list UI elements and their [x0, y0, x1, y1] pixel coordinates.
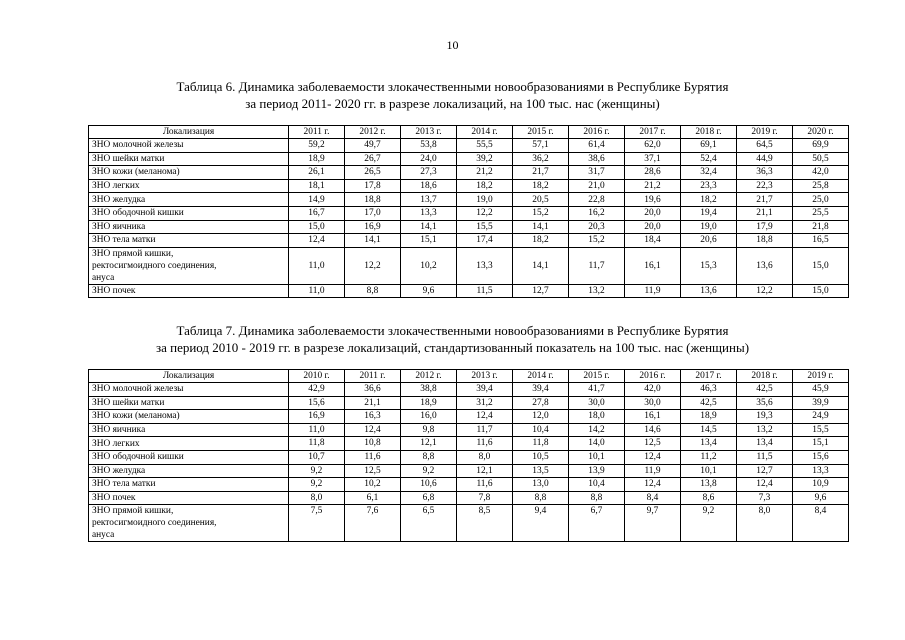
value-cell: 24,0 [401, 152, 457, 166]
value-cell: 16,0 [401, 410, 457, 424]
value-cell: 11,8 [513, 437, 569, 451]
value-cell: 30,0 [569, 396, 625, 410]
location-text: ЗНО молочной железы [92, 140, 184, 151]
value-cell: 11,7 [457, 423, 513, 437]
location-cell [89, 220, 289, 234]
value-cell: 15,0 [793, 284, 849, 298]
value-cell: 39,4 [513, 383, 569, 397]
value-cell: 19,6 [625, 193, 681, 207]
location-cell [89, 247, 289, 284]
location-cell [89, 450, 289, 464]
value-cell: 59,2 [289, 139, 345, 153]
location-text: ЗНО желудка [92, 194, 146, 205]
value-cell: 16,5 [793, 234, 849, 248]
value-cell: 13,5 [513, 464, 569, 478]
location-text: ЗНО кожи (меланома) [92, 411, 180, 422]
location-cell [89, 383, 289, 397]
value-cell: 42,5 [681, 396, 737, 410]
value-cell: 13,7 [401, 193, 457, 207]
value-cell: 61,4 [569, 139, 625, 153]
value-cell: 10,7 [289, 450, 345, 464]
location-cell [89, 179, 289, 193]
location-text: ануса [92, 530, 115, 541]
value-cell: 13,6 [737, 247, 793, 284]
value-cell: 11,9 [625, 284, 681, 298]
value-cell: 11,9 [625, 464, 681, 478]
table-row [89, 383, 849, 397]
page-number: 10 [446, 38, 459, 52]
value-cell: 9,4 [513, 505, 569, 542]
value-cell: 15,1 [401, 234, 457, 248]
value-cell: 12,1 [457, 464, 513, 478]
column-header-year: 2018 г. [681, 126, 737, 139]
location-text: ЗНО почек [92, 286, 136, 297]
value-cell: 10,2 [401, 247, 457, 284]
table7 [88, 369, 849, 542]
value-cell: 12,5 [345, 464, 401, 478]
value-cell: 28,6 [625, 166, 681, 180]
location-text: ректосигмоидного соединения, [92, 260, 217, 271]
value-cell: 62,0 [625, 139, 681, 153]
value-cell: 21,1 [737, 206, 793, 220]
value-cell: 53,8 [401, 139, 457, 153]
table-row [89, 234, 849, 248]
value-cell: 14,1 [513, 247, 569, 284]
location-text: ЗНО яичника [92, 425, 146, 436]
value-cell: 12,4 [345, 423, 401, 437]
value-cell: 26,1 [289, 166, 345, 180]
value-cell: 15,1 [793, 437, 849, 451]
value-cell: 12,5 [625, 437, 681, 451]
value-cell: 17,8 [345, 179, 401, 193]
value-cell: 13,2 [737, 423, 793, 437]
value-cell: 44,9 [737, 152, 793, 166]
location-cell [89, 139, 289, 153]
value-cell: 18,0 [569, 410, 625, 424]
value-cell: 36,6 [345, 383, 401, 397]
value-cell: 9,2 [401, 464, 457, 478]
value-cell: 18,9 [289, 152, 345, 166]
column-header-year: 2019 г. [793, 370, 849, 383]
value-cell: 10,9 [793, 478, 849, 492]
value-cell: 13,4 [681, 437, 737, 451]
value-cell: 9,2 [289, 464, 345, 478]
table-row [89, 478, 849, 492]
value-cell: 49,7 [345, 139, 401, 153]
value-cell: 8,5 [457, 505, 513, 542]
value-cell: 19,0 [457, 193, 513, 207]
value-cell: 13,3 [401, 206, 457, 220]
table-row [89, 179, 849, 193]
value-cell: 17,9 [737, 220, 793, 234]
value-cell: 16,2 [569, 206, 625, 220]
value-cell: 38,6 [569, 152, 625, 166]
location-text: ЗНО легких [92, 438, 140, 449]
value-cell: 13,2 [569, 284, 625, 298]
table-row [89, 206, 849, 220]
value-cell: 9,8 [401, 423, 457, 437]
value-cell: 36,2 [513, 152, 569, 166]
value-cell: 7,3 [737, 491, 793, 505]
value-cell: 10,2 [345, 478, 401, 492]
value-cell: 17,0 [345, 206, 401, 220]
table-row [89, 193, 849, 207]
value-cell: 25,8 [793, 179, 849, 193]
value-cell: 42,0 [793, 166, 849, 180]
value-cell: 14,0 [569, 437, 625, 451]
value-cell: 12,4 [625, 478, 681, 492]
value-cell: 19,4 [681, 206, 737, 220]
value-cell: 20,0 [625, 220, 681, 234]
value-cell: 9,7 [625, 505, 681, 542]
location-text: ЗНО шейки матки [92, 153, 165, 164]
location-text: ЗНО прямой кишки, [92, 506, 174, 517]
location-cell [89, 166, 289, 180]
value-cell: 57,1 [513, 139, 569, 153]
value-cell: 8,8 [401, 450, 457, 464]
value-cell: 18,1 [289, 179, 345, 193]
table7-title-line1: Таблица 7. Динамика заболеваемости злокачественными новообразованиями в Республике Бурятия [176, 323, 729, 338]
value-cell: 8,4 [793, 505, 849, 542]
value-cell: 18,9 [401, 396, 457, 410]
value-cell: 6,1 [345, 491, 401, 505]
value-cell: 12,0 [513, 410, 569, 424]
value-cell: 26,7 [345, 152, 401, 166]
value-cell: 12,4 [457, 410, 513, 424]
value-cell: 16,9 [289, 410, 345, 424]
value-cell: 18,8 [737, 234, 793, 248]
location-cell [89, 193, 289, 207]
value-cell: 16,9 [345, 220, 401, 234]
table-row [89, 139, 849, 153]
value-cell: 15,6 [793, 450, 849, 464]
value-cell: 12,4 [625, 450, 681, 464]
value-cell: 8,0 [289, 491, 345, 505]
column-header-year: 2019 г. [737, 126, 793, 139]
value-cell: 11,0 [289, 247, 345, 284]
column-header-year: 2010 г. [289, 370, 345, 383]
column-header-year: 2016 г. [625, 370, 681, 383]
table-row [89, 396, 849, 410]
table6-header-row [89, 126, 849, 139]
value-cell: 8,6 [681, 491, 737, 505]
value-cell: 20,0 [625, 206, 681, 220]
column-header-year: 2015 г. [569, 370, 625, 383]
value-cell: 16,7 [289, 206, 345, 220]
value-cell: 32,4 [681, 166, 737, 180]
table-row [89, 423, 849, 437]
location-cell [89, 206, 289, 220]
value-cell: 52,4 [681, 152, 737, 166]
value-cell: 22,8 [569, 193, 625, 207]
value-cell: 10,6 [401, 478, 457, 492]
location-text: ануса [92, 272, 115, 283]
value-cell: 21,2 [457, 166, 513, 180]
value-cell: 11,2 [681, 450, 737, 464]
column-header-year: 2017 г. [625, 126, 681, 139]
table-row [89, 505, 849, 542]
value-cell: 10,4 [513, 423, 569, 437]
value-cell: 39,4 [457, 383, 513, 397]
value-cell: 11,6 [345, 450, 401, 464]
column-header-year: 2011 г. [345, 370, 401, 383]
value-cell: 14,1 [401, 220, 457, 234]
value-cell: 19,0 [681, 220, 737, 234]
value-cell: 8,0 [737, 505, 793, 542]
location-text: ректосигмоидного соединения, [92, 518, 217, 529]
table7-header-row [89, 370, 849, 383]
value-cell: 18,9 [681, 410, 737, 424]
value-cell: 8,8 [569, 491, 625, 505]
value-cell: 69,1 [681, 139, 737, 153]
location-cell [89, 437, 289, 451]
location-cell [89, 234, 289, 248]
value-cell: 35,6 [737, 396, 793, 410]
value-cell: 31,7 [569, 166, 625, 180]
value-cell: 13,4 [737, 437, 793, 451]
value-cell: 21,2 [625, 179, 681, 193]
value-cell: 21,1 [345, 396, 401, 410]
value-cell: 13,3 [793, 464, 849, 478]
value-cell: 16,1 [625, 247, 681, 284]
location-text: ЗНО ободочной кишки [92, 208, 184, 219]
value-cell: 10,1 [681, 464, 737, 478]
value-cell: 15,5 [457, 220, 513, 234]
value-cell: 11,6 [457, 437, 513, 451]
value-cell: 12,2 [457, 206, 513, 220]
value-cell: 21,7 [737, 193, 793, 207]
value-cell: 22,3 [737, 179, 793, 193]
value-cell: 14,9 [289, 193, 345, 207]
location-text: ЗНО ободочной кишки [92, 452, 184, 463]
value-cell: 39,2 [457, 152, 513, 166]
column-header-location: Локализация [89, 370, 289, 383]
value-cell: 37,1 [625, 152, 681, 166]
value-cell: 8,4 [625, 491, 681, 505]
value-cell: 14,2 [569, 423, 625, 437]
value-cell: 14,6 [625, 423, 681, 437]
column-header-year: 2016 г. [569, 126, 625, 139]
value-cell: 18,2 [681, 193, 737, 207]
value-cell: 15,0 [793, 247, 849, 284]
location-cell [89, 284, 289, 298]
table-row [89, 450, 849, 464]
location-text: ЗНО кожи (меланома) [92, 167, 180, 178]
value-cell: 30,0 [625, 396, 681, 410]
table-row [89, 464, 849, 478]
value-cell: 27,8 [513, 396, 569, 410]
location-text: ЗНО прямой кишки, [92, 248, 174, 259]
value-cell: 12,2 [345, 247, 401, 284]
value-cell: 10,8 [345, 437, 401, 451]
value-cell: 13,0 [513, 478, 569, 492]
value-cell: 19,3 [737, 410, 793, 424]
value-cell: 21,0 [569, 179, 625, 193]
value-cell: 15,5 [793, 423, 849, 437]
value-cell: 27,3 [401, 166, 457, 180]
value-cell: 15,0 [289, 220, 345, 234]
value-cell: 10,5 [513, 450, 569, 464]
value-cell: 64,5 [737, 139, 793, 153]
value-cell: 15,2 [569, 234, 625, 248]
value-cell: 9,2 [289, 478, 345, 492]
value-cell: 14,1 [345, 234, 401, 248]
location-cell [89, 410, 289, 424]
value-cell: 7,8 [457, 491, 513, 505]
value-cell: 45,9 [793, 383, 849, 397]
value-cell: 42,5 [737, 383, 793, 397]
location-text: ЗНО молочной железы [92, 384, 184, 395]
table-row [89, 220, 849, 234]
value-cell: 13,3 [457, 247, 513, 284]
value-cell: 15,2 [513, 206, 569, 220]
column-header-year: 2020 г. [793, 126, 849, 139]
value-cell: 39,9 [793, 396, 849, 410]
value-cell: 6,7 [569, 505, 625, 542]
location-cell [89, 478, 289, 492]
value-cell: 7,5 [289, 505, 345, 542]
value-cell: 16,3 [345, 410, 401, 424]
value-cell: 18,2 [513, 234, 569, 248]
value-cell: 55,5 [457, 139, 513, 153]
value-cell: 23,3 [681, 179, 737, 193]
column-header-year: 2011 г. [289, 126, 345, 139]
column-header-year: 2012 г. [401, 370, 457, 383]
value-cell: 20,3 [569, 220, 625, 234]
value-cell: 11,7 [569, 247, 625, 284]
value-cell: 42,9 [289, 383, 345, 397]
location-text: ЗНО легких [92, 181, 140, 192]
value-cell: 13,6 [681, 284, 737, 298]
value-cell: 6,5 [401, 505, 457, 542]
value-cell: 41,7 [569, 383, 625, 397]
value-cell: 25,5 [793, 206, 849, 220]
value-cell: 18,8 [345, 193, 401, 207]
column-header-year: 2013 г. [457, 370, 513, 383]
value-cell: 42,0 [625, 383, 681, 397]
value-cell: 14,1 [513, 220, 569, 234]
table7-caption [0, 322, 905, 356]
value-cell: 10,1 [569, 450, 625, 464]
value-cell: 25,0 [793, 193, 849, 207]
value-cell: 46,3 [681, 383, 737, 397]
value-cell: 11,5 [737, 450, 793, 464]
value-cell: 18,2 [457, 179, 513, 193]
value-cell: 69,9 [793, 139, 849, 153]
table6-title-line2: за период 2011- 2020 гг. в разрезе локализаций, на 100 тыс. нас (женщины) [245, 96, 660, 111]
table-row [89, 491, 849, 505]
column-header-year: 2018 г. [737, 370, 793, 383]
value-cell: 15,6 [289, 396, 345, 410]
value-cell: 24,9 [793, 410, 849, 424]
table6-title-line1: Таблица 6. Динамика заболеваемости злокачественными новообразованиями в Республике Бурятия [176, 79, 729, 94]
value-cell: 6,8 [401, 491, 457, 505]
value-cell: 12,7 [737, 464, 793, 478]
table6-caption [0, 78, 905, 112]
value-cell: 18,2 [513, 179, 569, 193]
value-cell: 21,7 [513, 166, 569, 180]
value-cell: 9,6 [401, 284, 457, 298]
value-cell: 12,1 [401, 437, 457, 451]
table-row [89, 152, 849, 166]
location-cell [89, 464, 289, 478]
table7-title-line2: за период 2010 - 2019 гг. в разрезе локализаций, стандартизованный показатель на 100 тыс. нас (женщины) [155, 340, 750, 355]
value-cell: 9,2 [681, 505, 737, 542]
value-cell: 8,0 [457, 450, 513, 464]
location-text: ЗНО яичника [92, 221, 146, 232]
value-cell: 12,7 [513, 284, 569, 298]
value-cell: 20,5 [513, 193, 569, 207]
column-header-year: 2013 г. [401, 126, 457, 139]
value-cell: 50,5 [793, 152, 849, 166]
column-header-year: 2014 г. [513, 370, 569, 383]
value-cell: 17,4 [457, 234, 513, 248]
location-text: ЗНО почек [92, 493, 136, 504]
value-cell: 31,2 [457, 396, 513, 410]
column-header-year: 2014 г. [457, 126, 513, 139]
value-cell: 8,8 [513, 491, 569, 505]
value-cell: 26,5 [345, 166, 401, 180]
column-header-year: 2012 г. [345, 126, 401, 139]
location-text: ЗНО шейки матки [92, 397, 165, 408]
table-row [89, 284, 849, 298]
value-cell: 9,6 [793, 491, 849, 505]
value-cell: 18,4 [625, 234, 681, 248]
location-cell [89, 152, 289, 166]
value-cell: 12,4 [289, 234, 345, 248]
location-cell [89, 491, 289, 505]
value-cell: 21,8 [793, 220, 849, 234]
location-cell [89, 396, 289, 410]
value-cell: 11,8 [289, 437, 345, 451]
value-cell: 8,8 [345, 284, 401, 298]
value-cell: 15,3 [681, 247, 737, 284]
table-row [89, 437, 849, 451]
location-cell [89, 505, 289, 542]
value-cell: 11,0 [289, 423, 345, 437]
value-cell: 38,8 [401, 383, 457, 397]
value-cell: 11,6 [457, 478, 513, 492]
column-header-year: 2017 г. [681, 370, 737, 383]
column-header-location: Локализация [89, 126, 289, 139]
location-text: ЗНО тела матки [92, 235, 156, 246]
value-cell: 11,5 [457, 284, 513, 298]
value-cell: 36,3 [737, 166, 793, 180]
value-cell: 16,1 [625, 410, 681, 424]
value-cell: 10,4 [569, 478, 625, 492]
location-cell [89, 423, 289, 437]
table6 [88, 125, 849, 298]
table-row [89, 166, 849, 180]
column-header-year: 2015 г. [513, 126, 569, 139]
value-cell: 12,2 [737, 284, 793, 298]
value-cell: 13,8 [681, 478, 737, 492]
value-cell: 20,6 [681, 234, 737, 248]
value-cell: 18,6 [401, 179, 457, 193]
value-cell: 12,4 [737, 478, 793, 492]
value-cell: 14,5 [681, 423, 737, 437]
location-text: ЗНО желудка [92, 465, 146, 476]
table-row [89, 410, 849, 424]
table-row [89, 247, 849, 284]
value-cell: 11,0 [289, 284, 345, 298]
location-text: ЗНО тела матки [92, 479, 156, 490]
value-cell: 7,6 [345, 505, 401, 542]
value-cell: 13,9 [569, 464, 625, 478]
